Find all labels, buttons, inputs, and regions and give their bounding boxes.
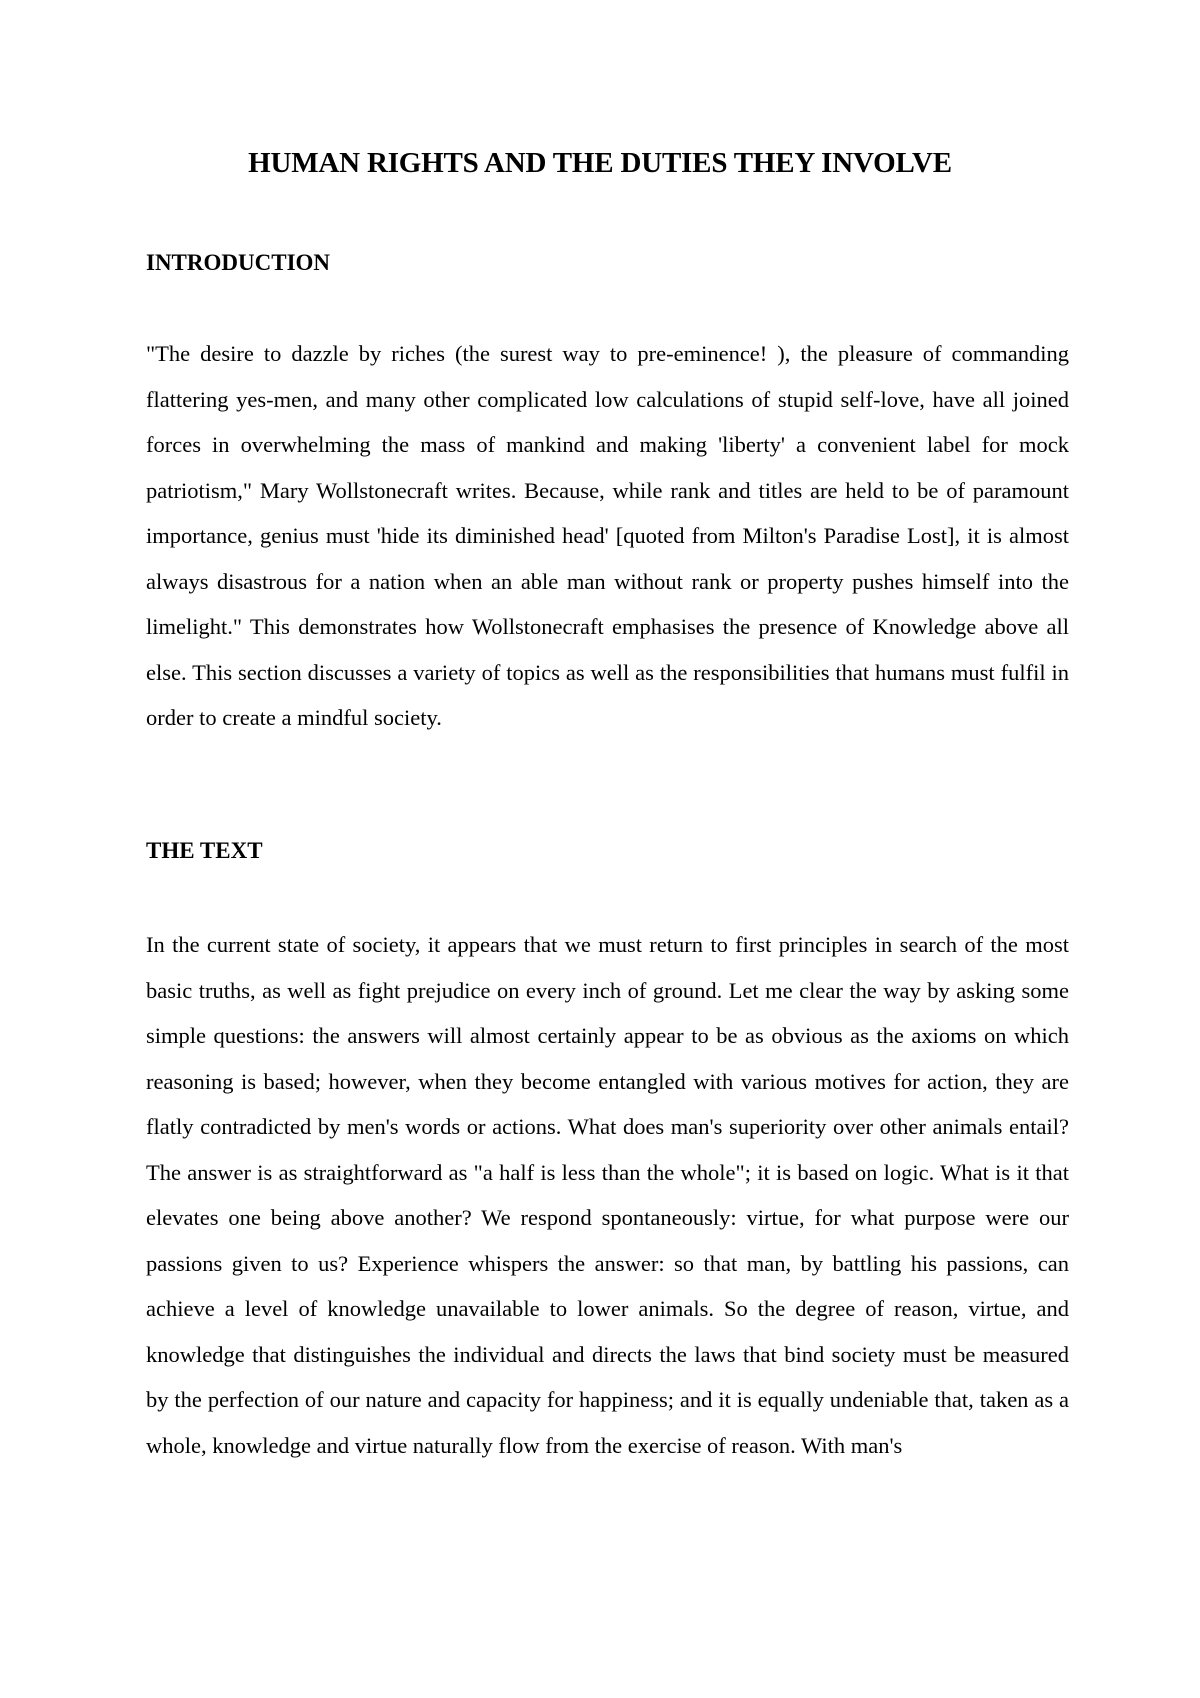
paragraph-introduction: "The desire to dazzle by riches (the surest way to pre-eminence! ), the pleasure of commanding flattering yes-men, and many other complicated low calculations of stupid self-love, have all joined forces in overwhelming the mass of mankind and making 'liberty' a convenient label for mock patriotism," Mary Wollstonecraft writes. Because, while rank and titles are held to be of paramount importance, genius must 'hide its diminished head' [quoted from Milton's Paradise Lost], it is almost always disastrous for a nation when an able man without rank or property pushes himself into the limelight." This demonstrates how Wollstonecraft emphasises the presence of Knowledge above all else. This section discusses a variety of topics as well as the responsibilities that humans must fulfil in order to create a mindful society. <box>146 341 1069 730</box>
document-title: HUMAN RIGHTS AND THE DUTIES THEY INVOLVE <box>248 147 952 179</box>
paragraph-the-text: In the current state of society, it appears that we must return to first principles in search of the most basic truths, as well as fight prejudice on every inch of ground. Let me clear the way by asking some simple questions: the answers will almost certainly appear to be as obvious as the axioms on which reasoning is based; however, when they become entangled with various motives for action, they are flatly contradicted by men's words or actions. What does man's superiority over other animals entail? The answer is as straightforward as "a half is less than the whole"; it is based on logic. What is it that elevates one being above another? We respond spontaneously: virtue, for what purpose were our passions given to us? Experience whispers the answer: so that man, by battling his passions, can achieve a level of knowledge unavailable to lower animals. So the degree of reason, virtue, and knowledge that distinguishes the individual and directs the laws that bind society must be measured by the perfection of our nature and capacity for happiness; and it is equally undeniable that, taken as a whole, knowledge and virtue naturally flow from the exercise of reason. With man's <box>146 932 1069 1458</box>
section-heading-introduction: INTRODUCTION <box>146 250 331 275</box>
section-heading-the-text: THE TEXT <box>146 838 263 863</box>
